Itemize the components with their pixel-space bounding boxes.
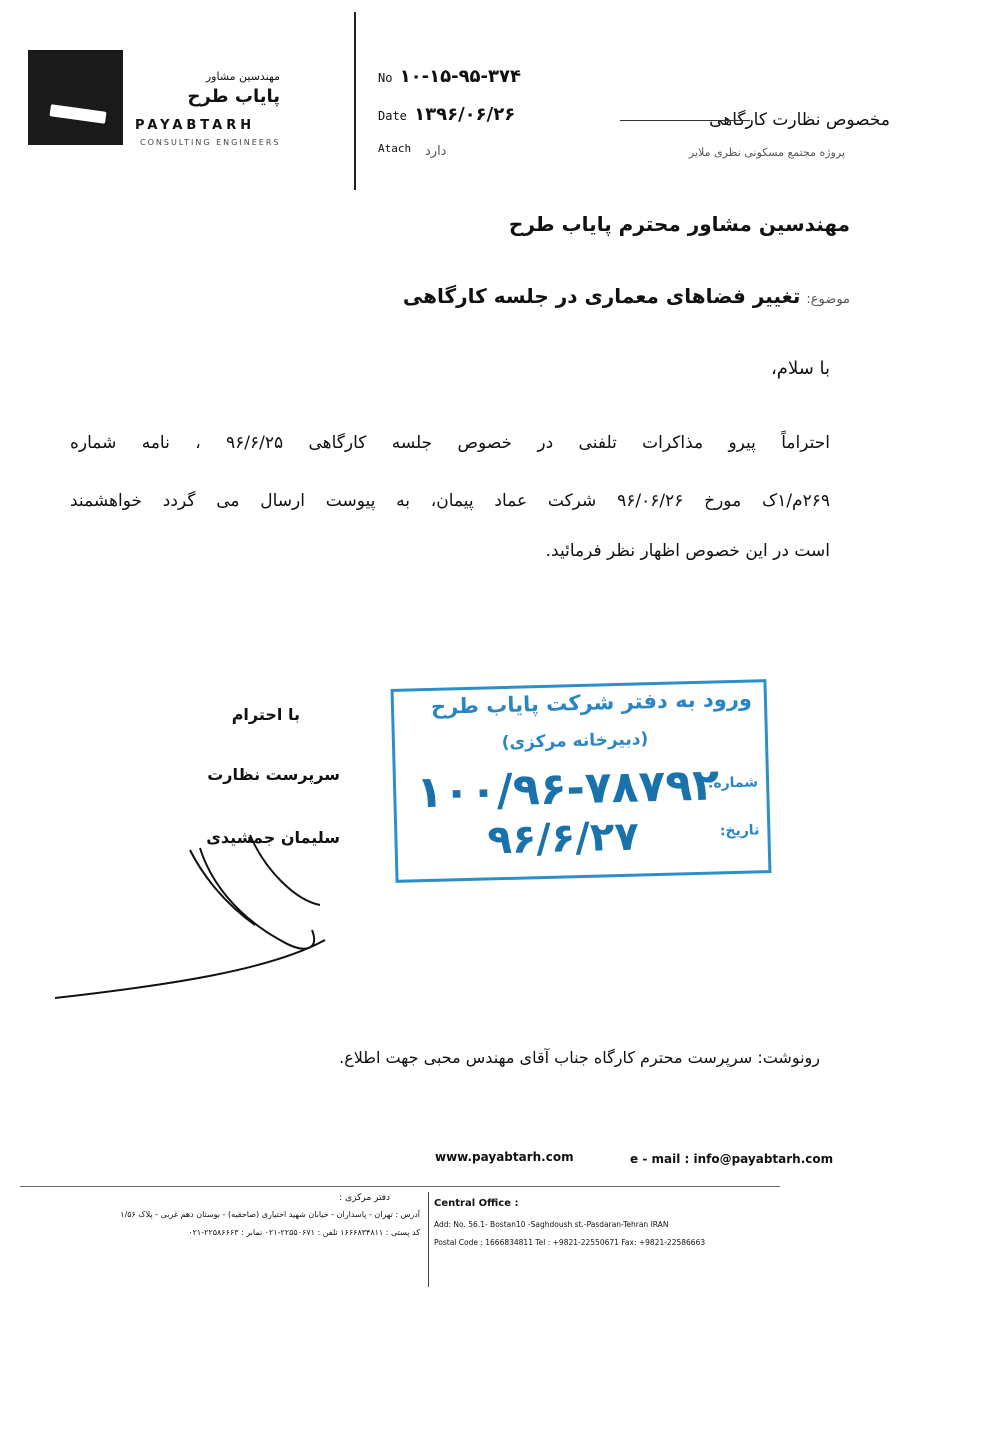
- confidential-heading: مخصوص نظارت کارگاهی: [709, 110, 890, 130]
- header-divider: [354, 12, 356, 190]
- subject-row: [360, 284, 850, 308]
- stamp-number-value: ۱۰۰/۹۶-۷۸۷۹۲: [415, 759, 720, 819]
- stamp-date-value: ۹۶/۶/۲۷: [486, 813, 640, 864]
- company-logo-mark: [28, 50, 123, 145]
- ref-number-value: ۱۰-۱۵-۹۵-۳۷۴: [399, 66, 521, 87]
- ref-number: [378, 66, 521, 87]
- signer-name: سلیمان جمشیدی: [206, 828, 340, 847]
- subject-label: موضوع:: [806, 292, 850, 307]
- ref-date-label: Date: [378, 109, 407, 123]
- body-line-3: است در این خصوص اظهار نظر فرمائید.: [545, 541, 830, 561]
- stamp-line-2: (دبیرخانه مرکزی): [501, 729, 649, 754]
- greeting: با سلام،: [771, 358, 830, 379]
- ref-date-value: ۱۳۹۶/۰۶/۲۶: [414, 104, 516, 125]
- ref-attachment-label: Atach: [378, 142, 412, 155]
- footer-address-en: Add: No. 56.1- Bostan10 -Saghdoush st.-Pasdaran-Tehran IRAN: [434, 1220, 669, 1229]
- confidential-underline: [620, 120, 750, 121]
- footer-column-divider: [428, 1192, 429, 1287]
- logo-persian-subtitle: مهندسین مشاور: [205, 70, 280, 83]
- footer-office-label-fa: دفتر مرکزی :: [339, 1193, 390, 1203]
- project-name: پروژه مجتمع مسکونی نظری ملایر: [688, 146, 845, 159]
- logo-english-subtitle: CONSULTING ENGINEERS: [140, 138, 281, 147]
- stamp-date-label: تاریخ:: [719, 822, 760, 840]
- footer-email: e - mail : info@payabtarh.com: [630, 1152, 834, 1166]
- closing: با احترام: [231, 705, 300, 724]
- body-line-1: احتراماً پیرو مذاکرات تلفنی در خصوص جلسه کارگاهی ۹۶/۶/۲۵ ، نامه شماره: [70, 433, 830, 453]
- carbon-copy-note: رونوشت: سرپرست محترم کارگاه جناب آقای مهندس محبی جهت اطلاع.: [339, 1048, 820, 1067]
- footer-divider: [20, 1186, 780, 1187]
- handwritten-signature: [50, 830, 350, 1005]
- stamp-number-label: شماره:: [707, 774, 759, 792]
- subject-text: تغییر فضاهای معماری در جلسه کارگاهی: [402, 284, 801, 308]
- body-line-2: ۲۶۹م/۱ک مورخ ۹۶/۰۶/۲۶ شرکت عماد پیمان، به پیوست ارسال می گردد خواهشمند: [70, 491, 830, 511]
- addressee: مهندسین مشاور محترم پایاب طرح: [508, 212, 850, 236]
- ref-number-label: No: [378, 71, 393, 85]
- footer-office-label-en: Central Office :: [434, 1198, 519, 1209]
- logo-persian-name: پایاب طرح: [187, 86, 280, 107]
- registration-stamp: [391, 679, 772, 883]
- stamp-line-1: ورود به دفتر شرکت پایاب طرح: [430, 686, 753, 719]
- ref-date: [378, 104, 515, 125]
- footer-address-fa: آدرس : تهران - پاسداران - خیابان شهید اختیاری (صاحقیه) - بوستان دهم غربی - پلاک ۱/۵۶: [120, 1210, 420, 1219]
- footer-website: www.payabtarh.com: [435, 1150, 574, 1164]
- footer-contacts-en: Postal Code : 1666834811 Tel : +9821-22550671 Fax: +9821-22586663: [434, 1238, 706, 1247]
- logo-english-name: PAYABTARH: [135, 118, 256, 133]
- footer-contacts-fa: کد پستی : ۱۶۶۶۸۳۴۸۱۱ تلفن : ۲۲۵۵۰۶۷۱-۰۲۱ نمابر : ۲۲۵۸۶۶۶۳-۰۲۱: [188, 1228, 420, 1237]
- ref-attachment-value: دارد: [425, 144, 447, 159]
- signer-title: سرپرست نظارت: [207, 765, 340, 784]
